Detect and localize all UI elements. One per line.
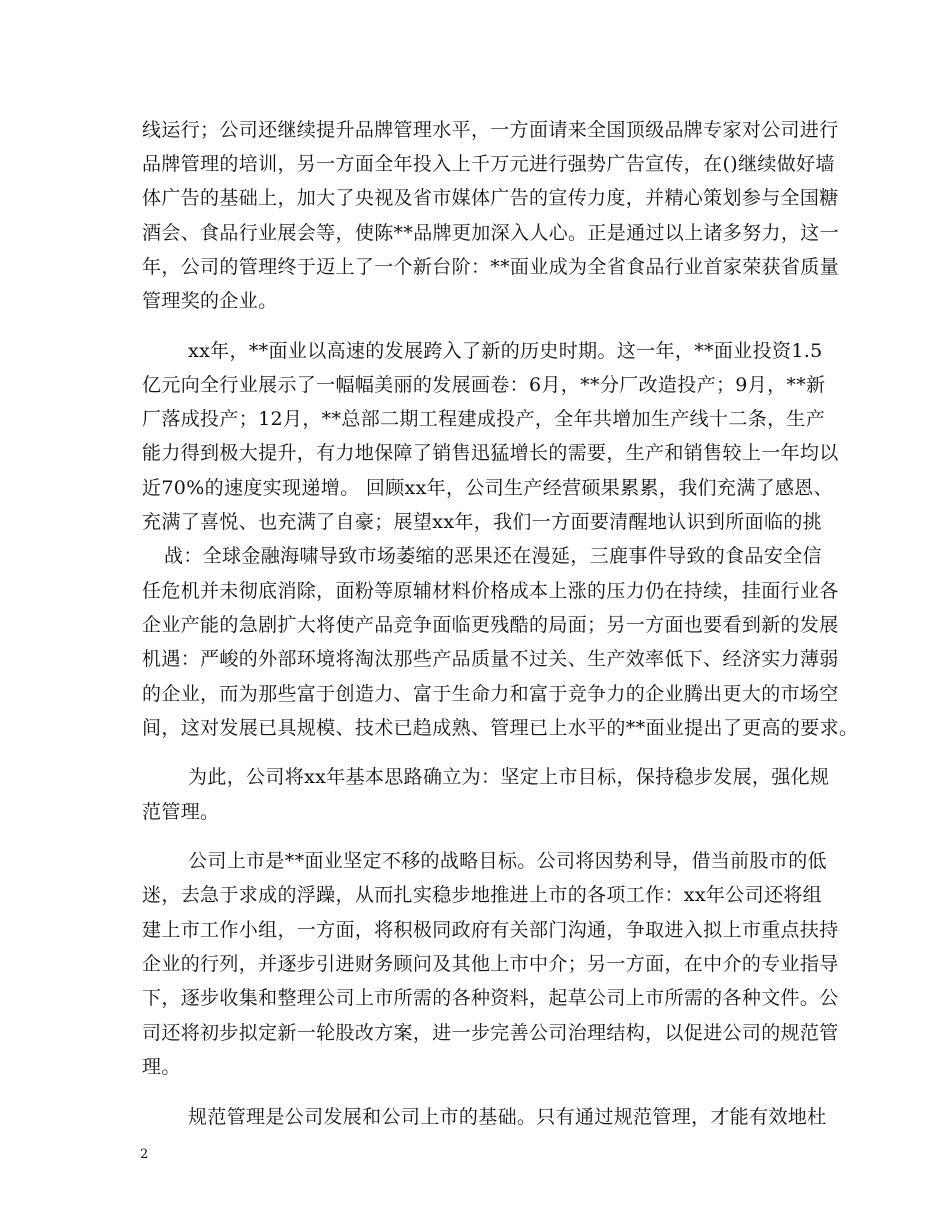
text-line: 迷，去急于求成的浮躁，从而扎实稳步地推进上市的各项工作：xx年公司还将组	[142, 884, 823, 906]
paragraph-start-line: 公司上市是**面业坚定不移的战略目标。公司将因势利导，借当前股市的低	[188, 850, 827, 872]
text-line: 理。	[142, 1056, 181, 1078]
text-line: 机遇：严峻的外部环境将淘汰那些产品质量不过关、生产效率低下、经济实力薄弱	[142, 648, 839, 670]
text-line: 酒会、食品行业展会等，使陈**品牌更加深入人心。正是通过以上诸多努力，这一	[142, 222, 839, 244]
text-line: 企业产能的急剧扩大将使产品竞争面临更残酷的局面；另一方面也要看到新的发展	[142, 614, 839, 636]
text-line: 亿元向全行业展示了一幅幅美丽的发展画卷：6月，**分厂改造投产；9月，**新	[142, 374, 826, 396]
text-line: 近70%的速度实现递增。 回顾xx年，公司生产经营硕果累累，我们充满了感恩、	[142, 477, 834, 499]
text-line: 企业的行列，并逐步引进财务顾问及其他上市中介；另一方面，在中介的专业指导	[142, 953, 839, 975]
page-number: 2	[140, 1147, 149, 1162]
text-line: 能力得到极大提升，有力地保障了销售迅猛增长的需要，生产和销售较上一年均以	[142, 442, 839, 464]
text-line: 充满了喜悦、也充满了自豪；展望xx年，我们一方面要清醒地认识到所面临的挑	[142, 511, 823, 533]
paragraph-start-line: 为此，公司将xx年基本思路确立为：坚定上市目标，保持稳步发展，强化规	[188, 766, 830, 788]
text-line: 线运行；公司还继续提升品牌管理水平，一方面请来全国顶级品牌专家对公司进行	[142, 119, 839, 141]
text-line: 年，公司的管理终于迈上了一个新台阶：**面业成为全省食品行业首家荣获省质量	[142, 256, 839, 278]
text-line: 建上市工作小组，一方面，将积极同政府有关部门沟通，争取进入拟上市重点扶持	[142, 919, 839, 941]
text-line: 体广告的基础上，加大了央视及省市媒体广告的宣传力度，并精心策划参与全国糖	[142, 187, 839, 209]
text-line: 下，逐步收集和整理公司上市所需的各种资料，起草公司上市所需的各种文件。公	[142, 987, 839, 1009]
paragraph-start-line: 规范管理是公司发展和公司上市的基础。只有通过规范管理，才能有效地杜	[188, 1106, 827, 1128]
text-line: 间，这对发展已具规模、技术已趋成熟、管理已上水平的**面业提出了更高的要求。	[142, 717, 859, 739]
text-line-indented: 战：全球金融海啸导致市场萎缩的恶果还在漫延，三鹿事件导致的食品安全信	[164, 545, 822, 567]
text-line: 司还将初步拟定新一轮股改方案，进一步完善公司治理结构，以促进公司的规范管	[142, 1022, 839, 1044]
text-line: 管理奖的企业。	[142, 290, 278, 312]
text-line: 任危机并未彻底消除，面粉等原辅材料价格成本上涨的压力仍在持续，挂面行业各	[142, 580, 839, 602]
text-line: 的企业，而为那些富于创造力、富于生命力和富于竞争力的企业腾出更大的市场空	[142, 683, 839, 705]
text-line: 范管理。	[142, 801, 220, 823]
text-line: 厂落成投产；12月，**总部二期工程建成投产，全年共增加生产线十二条，生产	[142, 408, 826, 430]
text-line: 品牌管理的培训，另一方面全年投入上千万元进行强势广告宣传，在()继续做好墙	[142, 153, 835, 175]
paragraph-start-line: xx年，**面业以高速的发展跨入了新的历史时期。这一年，**面业投资1.5	[188, 340, 823, 362]
